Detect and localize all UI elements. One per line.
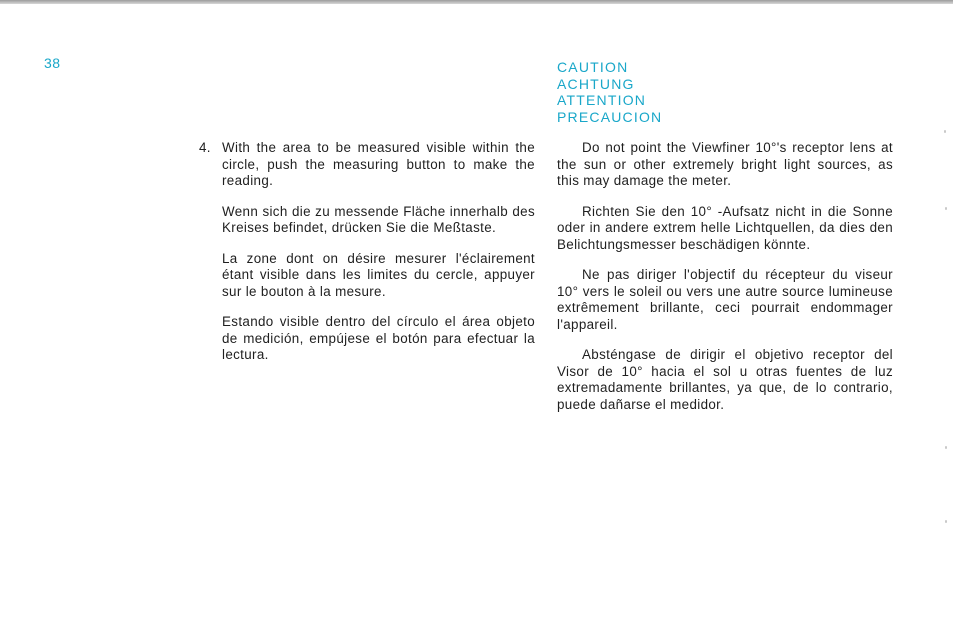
step-number: 4. [199,140,211,155]
instruction-column [199,140,535,378]
instruction-text-german: Wenn sich die zu messende Fläche innerhalb des Kreises befindet, drücken Sie die Meßtaste. [222,203,535,235]
warning-column [557,140,893,427]
edge-speck [945,207,947,210]
caution-heading-english: CAUTION [557,59,629,75]
warning-text-english: Do not point the Viewfiner 10°'s receptor lens at the sun or other extremely bright light sources, as this may damage the meter. [557,140,893,188]
caution-heading-french: ATTENTION [557,92,647,108]
edge-speck [944,130,946,133]
caution-heading [557,59,662,125]
instruction-text-spanish: Estando visible dentro del círculo el área objeto de medición, empújese el botón para efectuar la lectura. [222,314,535,362]
edge-speck [945,446,947,449]
warning-text-spanish: Absténgase de dirigir el objetivo receptor del Visor de 10° hacia el sol u otras fuentes de luz extremadamente brillantes, ya que, de lo contrario, puede dañarse el medidor. [557,347,893,412]
caution-heading-spanish: PRECAUCION [557,108,663,125]
top-edge-rule [0,0,953,4]
warning-text-french: Ne pas diriger l'objectif du récepteur du viseur 10° vers le soleil ou vers une autre source lumineuse extrêmement brillante, ceci pourrait endommager l'appareil. [557,267,893,332]
warning-text-german: Richten Sie den 10° -Aufsatz nicht in die Sonne oder in andere extrem helle Lichtquellen, da dies den Belichtungsmesser beschädigen könnte. [557,203,893,252]
edge-speck [945,520,947,523]
instruction-step-english [199,140,535,190]
caution-heading-german: ACHTUNG [557,75,635,92]
instruction-text-english: With the area to be measured visible within the circle, push the measuring button to make the reading. [222,140,535,188]
instruction-text-french: La zone dont on désire mesurer l'éclairement étant visible dans les limites du cercle, appuyer sur le bouton à la mesure. [222,250,535,299]
page-number: 38 [44,55,61,71]
